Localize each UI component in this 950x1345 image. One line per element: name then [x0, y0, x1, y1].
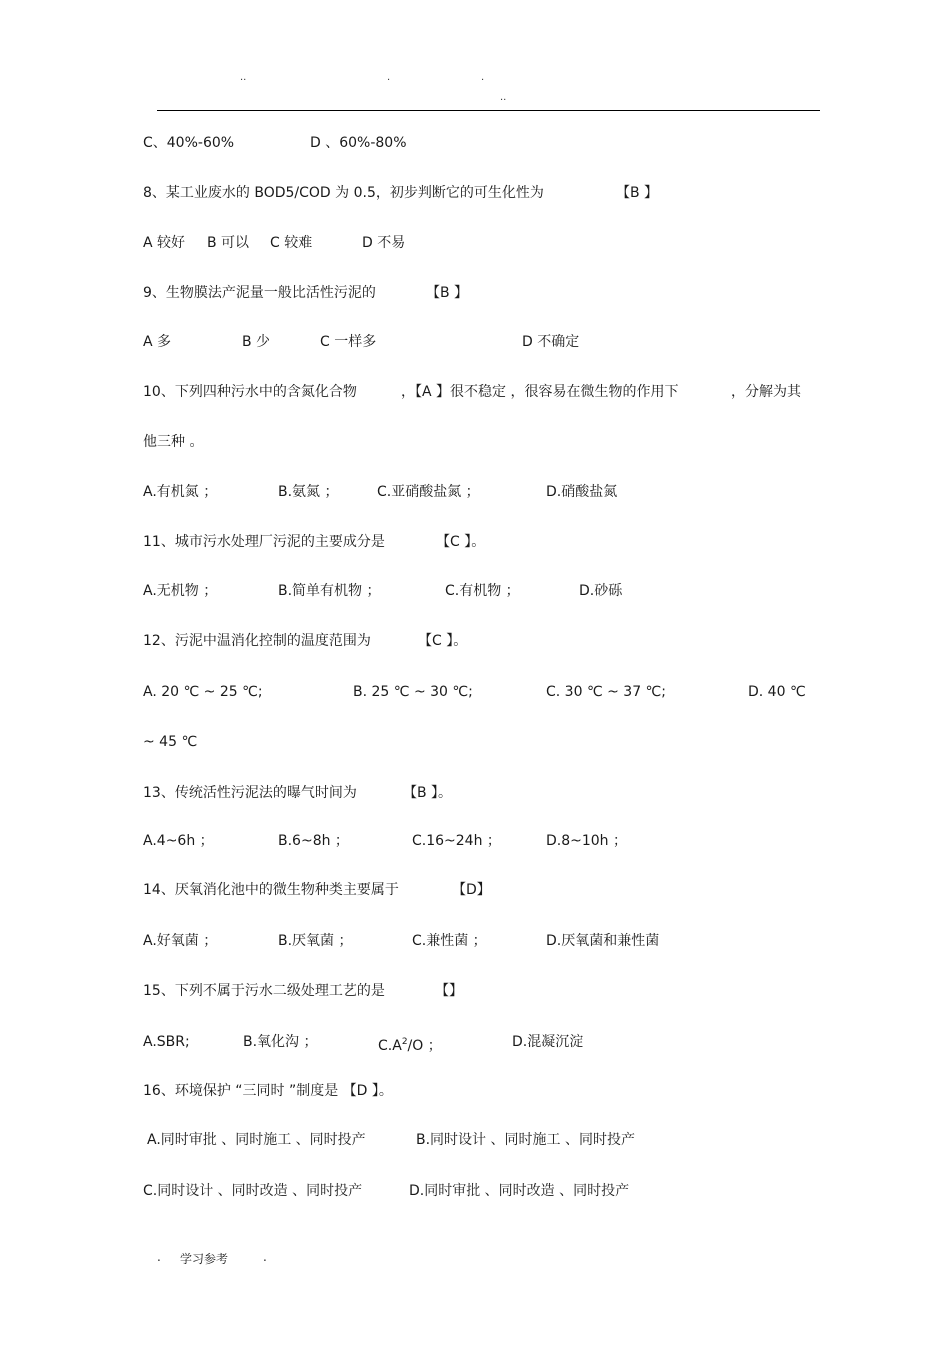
- question-15-text: 15、下列不属于污水二级处理工艺的是: [143, 983, 385, 999]
- option-a: A 较好: [143, 235, 186, 251]
- header-dots-left: ..: [240, 72, 247, 83]
- option-c: C.有机物 ；: [445, 583, 520, 599]
- question-8-answer: 【B 】: [616, 185, 659, 201]
- option-c: C.16~24h ；: [412, 833, 501, 849]
- option-a: A.好氧菌 ；: [143, 933, 218, 949]
- option-d: D 、60%-80%: [310, 135, 407, 151]
- option-d: D.同时审批 、同时改造 、同时投产: [409, 1183, 630, 1199]
- option-b: B.同时设计 、同时施工 、同时投产: [416, 1132, 635, 1148]
- option-b: B.简单有机物 ；: [278, 583, 381, 599]
- option-d: D.8~10h ；: [546, 833, 628, 849]
- option-a: A. 20 ℃ ~ 25 ℃;: [143, 684, 263, 700]
- option-b: B.厌氧菌 ；: [278, 933, 353, 949]
- header-rule: [157, 110, 820, 111]
- question-9-answer: 【B 】: [426, 285, 469, 301]
- question-14-text: 14、厌氧消化池中的微生物种类主要属于: [143, 882, 399, 898]
- option-a: A 多: [143, 334, 172, 350]
- option-c: C、40%-60%: [143, 135, 235, 151]
- option-d: D. 40 ℃: [748, 684, 806, 700]
- option-d: D.砂砾: [579, 583, 623, 599]
- footer-text: 学习参考: [180, 1252, 229, 1266]
- question-11-text: 11、城市污水处理厂污泥的主要成分是: [143, 534, 385, 550]
- question-10-text-a: 10、下列四种污水中的含氮化合物: [143, 384, 357, 400]
- header-dot-mid: .: [387, 72, 391, 83]
- option-d: D.厌氧菌和兼性菌: [546, 933, 660, 949]
- option-c: [378, 1033, 442, 1055]
- option-c: C.兼性菌 ；: [412, 933, 487, 949]
- option-c-superscript: 2: [401, 1037, 408, 1047]
- option-b: B 少: [242, 334, 271, 350]
- question-10-text-b: ，【A 】很不稳定 ，很容易在微生物的作用下: [401, 384, 679, 400]
- footer-dot-left: .: [157, 1250, 161, 1264]
- question-13-text: 13、传统活性污泥法的曝气时间为: [143, 785, 357, 801]
- question-10-text-d: 他三种 。: [143, 434, 204, 450]
- header-dot-right: .: [481, 72, 485, 83]
- question-15-answer: 【】: [435, 983, 463, 999]
- option-c-suffix: /O ；: [407, 1038, 442, 1054]
- footer-dot-right: .: [263, 1250, 267, 1264]
- option-a: A.4~6h ；: [143, 833, 214, 849]
- option-b: B.6~8h ；: [278, 833, 349, 849]
- option-c-prefix: C.A: [378, 1038, 402, 1054]
- option-c: C.同时设计 、同时改造 、同时投产: [143, 1183, 363, 1199]
- option-c: C 较难: [270, 235, 313, 251]
- option-c: C 一样多: [320, 334, 377, 350]
- option-b: B 可以: [207, 235, 250, 251]
- question-8-text: 8、某工业废水的 BOD5/COD 为 0.5，初步判断它的可生化性为: [143, 185, 544, 201]
- question-13-answer: 【B 】。: [403, 785, 453, 801]
- option-b: B.氨氮 ；: [278, 484, 339, 500]
- option-a: A.无机物 ；: [143, 583, 218, 599]
- question-12-answer: 【C 】。: [418, 633, 468, 649]
- option-c: C. 30 ℃ ~ 37 ℃;: [546, 684, 666, 700]
- option-a: A.SBR;: [143, 1034, 190, 1050]
- question-12-text: 12、污泥中温消化控制的温度范围为: [143, 633, 371, 649]
- question-14-answer: 【D】: [452, 882, 491, 898]
- option-b: B. 25 ℃ ~ 30 ℃;: [353, 684, 473, 700]
- question-10-text-c: ，分解为其: [731, 384, 801, 400]
- question-16-text: 16、环境保护 “三同时 ”制度是 【D 】。: [143, 1083, 393, 1099]
- option-d: D.混凝沉淀: [512, 1034, 584, 1050]
- header-dots-under: ..: [500, 92, 507, 103]
- option-a: A.有机氮 ；: [143, 484, 218, 500]
- option-a: A.同时审批 、同时施工 、同时投产: [147, 1132, 366, 1148]
- option-d-continued: ~ 45 ℃: [143, 734, 198, 750]
- option-d: D.硝酸盐氮: [546, 484, 618, 500]
- question-9-text: 9、生物膜法产泥量一般比活性污泥的: [143, 285, 376, 301]
- option-d: D 不易: [362, 235, 406, 251]
- option-c: C.亚硝酸盐氮 ；: [377, 484, 480, 500]
- question-11-answer: 【C 】。: [436, 534, 486, 550]
- option-d: D 不确定: [522, 334, 580, 350]
- option-b: B.氧化沟 ；: [243, 1034, 318, 1050]
